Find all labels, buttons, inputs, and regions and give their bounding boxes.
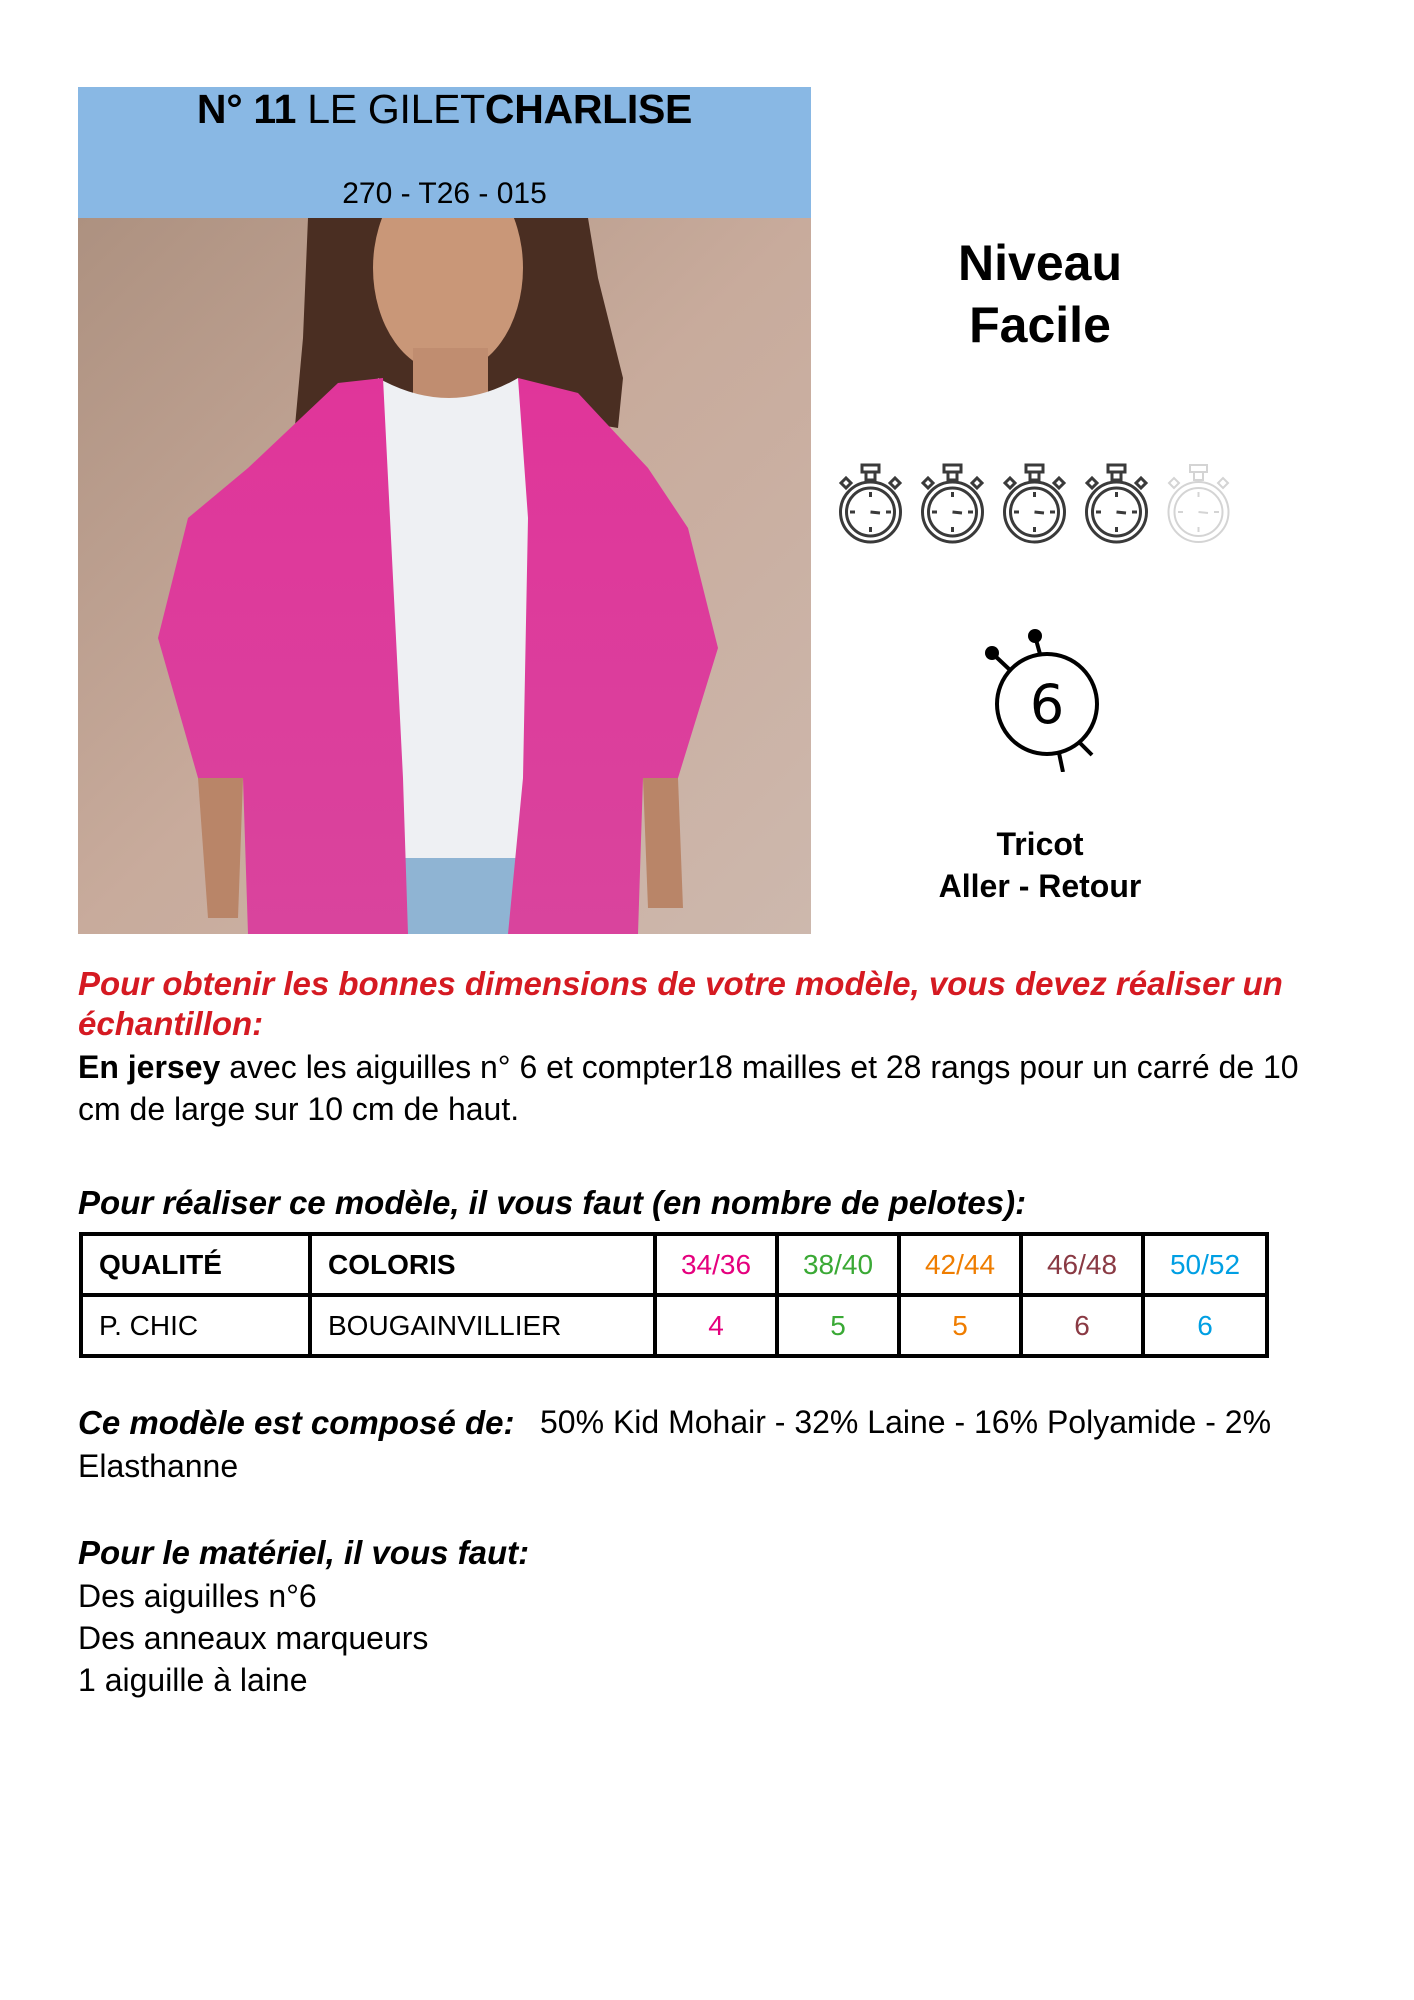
column-header-size: 50/52: [1143, 1234, 1267, 1295]
column-header-color: COLORIS: [310, 1234, 655, 1295]
pattern-title-regular: LE GILET: [296, 86, 485, 132]
technique: [860, 823, 1220, 907]
column-header-quality: QUALITÉ: [81, 1234, 310, 1295]
ball-count: 6: [1021, 1295, 1143, 1356]
needle-size-badge: [975, 622, 1105, 772]
table-row: [81, 1295, 1267, 1356]
composition-label: Ce modèle est composé de:: [78, 1404, 515, 1441]
column-header-size: 38/40: [777, 1234, 899, 1295]
yarn-quantities-table: [79, 1232, 1269, 1358]
ball-count: 5: [899, 1295, 1021, 1356]
model-photo: [78, 218, 811, 934]
pattern-number: N° 11: [196, 86, 297, 132]
stopwatch-icon: [836, 462, 905, 548]
pattern-title: [78, 84, 811, 134]
technique-method: Aller - Retour: [938, 868, 1142, 904]
model-photo-illustration: [78, 218, 811, 934]
gauge-text: avec les aiguilles n° 6 et compter18 mailles et 28 rangs pour un carré de 10 cm de large sur 10 cm de haut.: [78, 1049, 1299, 1127]
ball-count: 5: [777, 1295, 899, 1356]
stopwatch-icon: [918, 462, 987, 548]
list-item: Des anneaux marqueurs: [78, 1620, 429, 1656]
pattern-name: CHARLISE: [484, 86, 693, 132]
stopwatch-icon: [1000, 462, 1069, 548]
yarn-quality: P. CHIC: [81, 1295, 310, 1356]
stopwatch-icon: [1082, 462, 1151, 548]
materials-list: [78, 1575, 428, 1701]
column-header-size: 46/48: [1021, 1234, 1143, 1295]
difficulty-rating: [836, 462, 1236, 548]
list-item: Des aiguilles n°6: [78, 1578, 317, 1614]
list-item: 1 aiguille à laine: [78, 1662, 308, 1698]
level-value: Facile: [969, 297, 1111, 353]
ball-count: 4: [655, 1295, 777, 1356]
gauge-stitch: En jersey: [78, 1049, 221, 1085]
table-header-row: [81, 1234, 1267, 1295]
materials-heading: Pour le matériel, il vous faut:: [78, 1534, 530, 1571]
gauge-instructions: [78, 1046, 1338, 1130]
needle-size-value: 6: [1029, 673, 1065, 736]
difficulty-level: [860, 232, 1220, 356]
gauge-heading: Pour obtenir les bonnes dimensions de votre modèle, vous devez réaliser un échantillon:: [78, 965, 1283, 1042]
technique-type: Tricot: [996, 826, 1084, 862]
stopwatch-empty-icon: [1164, 462, 1233, 548]
column-header-size: 42/44: [899, 1234, 1021, 1295]
ball-count: 6: [1143, 1295, 1267, 1356]
composition-value: 50% Kid Mohair - 32% Laine - 16% Polyamide - 2% Elasthanne: [78, 1404, 1272, 1484]
knitting-needle-size-icon: [975, 622, 1105, 772]
yarn-color-name: BOUGAINVILLIER: [310, 1295, 655, 1356]
level-label: Niveau: [958, 235, 1122, 291]
column-header-size: 34/36: [655, 1234, 777, 1295]
pattern-reference: 270 - T26 - 015: [342, 177, 547, 210]
yarn-heading: Pour réaliser ce modèle, il vous faut (en nombre de pelotes):: [78, 1184, 1027, 1221]
